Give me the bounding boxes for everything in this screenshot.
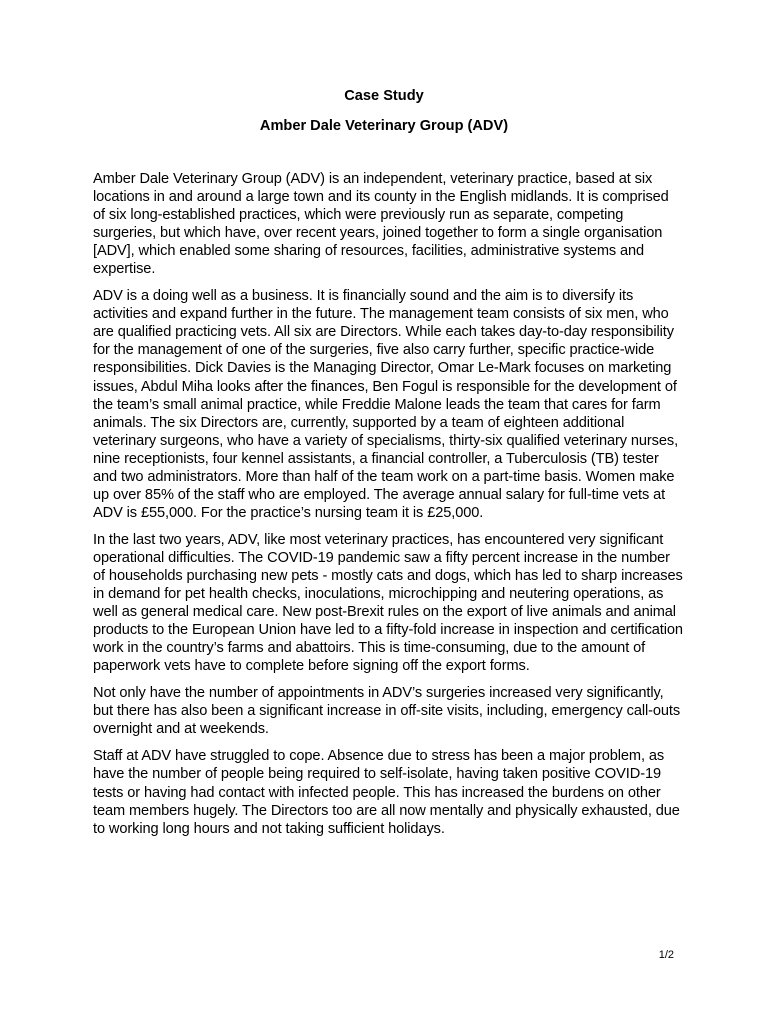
paragraph-management-team: ADV is a doing well as a business. It is financially sound and the aim is to diversify its activities and expand further in the future. The management team consists of six men, who are qualified practicing vets. All six are Directors. While each takes day-to-day responsibility for the management of one of the surgeries, five also carry further, specific practice-wide responsibilities. Dick Davies is the Managing Director, Omar Le-Mark focuses on marketing issues, Abdul Miha looks after the finances, Ben Fogul is responsible for the development of the team’s small animal practice, while Freddie Malone leads the team that cares for farm animals. The six Directors are, currently, supported by a team of eighteen additional veterinary surgeons, who have a variety of specialisms, thirty-six qualified veterinary nurses, nine receptionists, four kennel assistants, a financial controller, a Tuberculosis (TB) tester and two administrators. More than half of the team work on a part-time basis. Women make up over 85% of the staff who are employed. The average annual salary for full-time vets at ADV is £55,000. For the practice’s nursing team it is £25,000. (93, 288, 679, 521)
paragraph-appointments: Not only have the number of appointments in ADV’s surgeries increased very significantly, but there has also been a significant increase in off-site visits, including, emergency call-outs overnight and at weekends. (93, 685, 681, 738)
page-title: Case Study (344, 88, 424, 104)
document-body (93, 170, 683, 847)
paragraph-operational-difficulties: In the last two years, ADV, like most veterinary practices, has encountered very significant operational difficulties. The COVID-19 pandemic saw a fifty percent increase in the number of households purchasing new pets - mostly cats and dogs, which has led to sharp increases in demand for pet health checks, inoculations, microchipping and neutering operations, as well as general medical care. New post-Brexit rules on the export of live animals and animal products to the European Union have led to a fifty-fold increase in inspection and certification work in the country’s farms and abattoirs. This is time-consuming, due to the amount of paperwork vets have to complete before signing off the export forms. (93, 531, 683, 675)
page-number: 1/2 (658, 949, 674, 961)
paragraph-introduction: Amber Dale Veterinary Group (ADV) is an independent, veterinary practice, based at six locations in and around a large town and its county in the English midlands. It is comprised of six long-established practices, which were previously run as separate, competing surgeries, but which have, over recent years, joined together to form a single organisation [ADV], which enabled some sharing of resources, facilities, administrative systems and expertise. (93, 171, 669, 278)
paragraph-staff-stress: Staff at ADV have struggled to cope. Absence due to stress has been a major problem, as have the number of people being required to self-isolate, having taken positive COVID-19 tests or having had contact with infected people. This has increased the burdens on other team members hugely. The Directors too are all now mentally and physically exhausted, due to working long hours and not taking sufficient holidays. (93, 748, 680, 837)
page-subtitle: Amber Dale Veterinary Group (ADV) (259, 118, 509, 134)
